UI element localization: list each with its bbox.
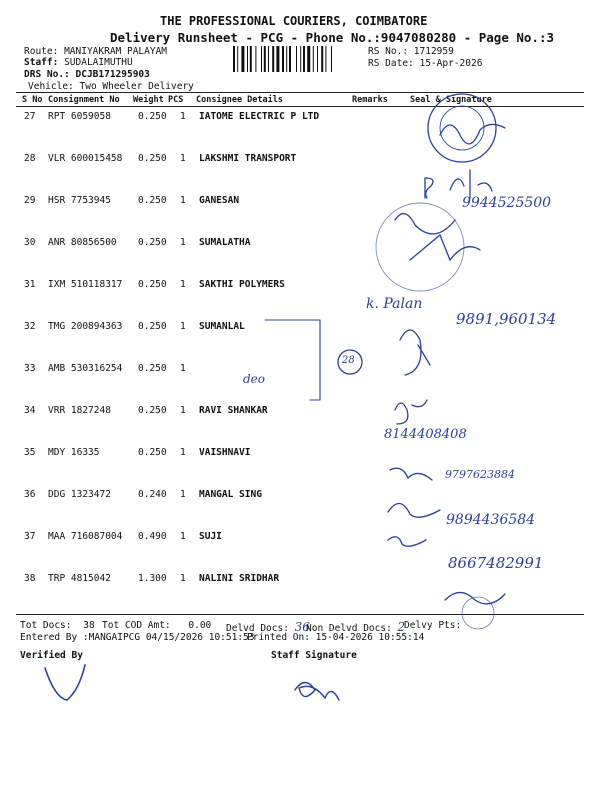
signature-row28 xyxy=(425,170,492,198)
col-pcs: PCS xyxy=(168,95,184,105)
row-consignee: SAKTHI POLYMERS xyxy=(199,279,285,290)
row-weight: 0.240 xyxy=(138,489,167,500)
runsheet-title: Delivery Runsheet - PCG - Phone No.:9047080280 - Page No.:3 xyxy=(110,30,555,45)
handwritten-name-32: k. Palan xyxy=(366,296,423,312)
row-consignment: MAA 716087004 xyxy=(48,531,123,542)
delvd-docs-value: 36 xyxy=(294,620,310,634)
staff-signature-label: Staff Signature xyxy=(271,650,357,661)
company-stamp-mid xyxy=(376,203,464,291)
row-sno: 36 xyxy=(24,489,36,500)
row-consignment: AMB 530316254 xyxy=(48,363,123,374)
row-consignment: DDG 1323472 xyxy=(48,489,111,500)
row-pcs: 1 xyxy=(180,153,186,164)
row-sno: 28 xyxy=(24,153,36,164)
row-pcs: 1 xyxy=(180,321,186,332)
signature-row30 xyxy=(410,235,480,260)
drs-label: DRS No.: xyxy=(24,69,70,80)
handwritten-phone-35: 9797623884 xyxy=(445,468,515,481)
company-title: THE PROFESSIONAL COURIERS, COIMBATORE xyxy=(160,14,428,28)
route-label: Route: xyxy=(24,46,59,57)
row-sno: 35 xyxy=(24,447,36,458)
company-stamp-top xyxy=(428,94,496,162)
printed-on: Printed On: 15-04-2026 10:55:14 xyxy=(247,632,425,643)
row-sno: 27 xyxy=(24,111,36,122)
verified-by-label: Verified By xyxy=(20,650,83,661)
bracket-row32-33 xyxy=(265,320,320,400)
row-sno: 37 xyxy=(24,531,36,542)
row-pcs: 1 xyxy=(180,111,186,122)
staff-signature-mark xyxy=(295,683,339,701)
handwritten-phone-34: 8144408408 xyxy=(384,427,467,442)
row-pcs: 1 xyxy=(180,531,186,542)
rs-no-value: 1712959 xyxy=(413,46,454,57)
row-weight: 0.250 xyxy=(138,195,167,206)
tot-cod-label: Tot COD Amt: xyxy=(102,620,171,631)
row-consignee: MANGAL SING xyxy=(199,489,262,500)
row-consignment: TMG 200894363 xyxy=(48,321,123,332)
rs-date-value: 15-Apr-2026 xyxy=(419,58,483,69)
row-consignment: HSR 7753945 xyxy=(48,195,111,206)
verified-by-mark xyxy=(45,665,85,700)
staff-label: Staff: xyxy=(24,57,59,68)
tot-cod-value: 0.00 xyxy=(188,620,212,631)
row-weight: 0.250 xyxy=(138,111,167,122)
non-delvd-label: Non Delvd Docs: xyxy=(306,623,392,634)
signature-row35 xyxy=(390,468,432,480)
signature-row32 xyxy=(400,330,430,375)
delvy-pts-label: Delvy Pts: xyxy=(404,620,462,631)
row-consignee: SUJI xyxy=(199,531,222,542)
row-weight: 0.250 xyxy=(138,237,167,248)
tot-docs-value: 38 xyxy=(83,620,95,631)
row-sno: 32 xyxy=(24,321,36,332)
row-consignee: LAKSHMI TRANSPORT xyxy=(199,153,297,164)
row-consignee: IATOME ELECTRIC P LTD xyxy=(199,111,320,122)
row-pcs: 1 xyxy=(180,573,186,584)
row-sno: 30 xyxy=(24,237,36,248)
row-sno: 34 xyxy=(24,405,36,416)
row-pcs: 1 xyxy=(180,363,186,374)
row-consignee: GANESAN xyxy=(199,195,240,206)
row-weight: 0.250 xyxy=(138,279,167,290)
row-consignee: SUMALATHA xyxy=(199,237,251,248)
row-sno: 29 xyxy=(24,195,36,206)
circled-number: 28 xyxy=(342,355,355,366)
row-consignment: ANR 80856500 xyxy=(48,237,117,248)
row-weight: 0.250 xyxy=(138,447,167,458)
signature-row29 xyxy=(395,214,455,234)
row-consignment: MDY 16335 xyxy=(48,447,100,458)
row-weight: 0.250 xyxy=(138,405,167,416)
rs-date-label: RS Date: xyxy=(368,58,414,69)
col-weight: Weight xyxy=(133,95,164,105)
handwritten-phone-36: 9894436584 xyxy=(446,512,536,528)
vehicle-value: Two Wheeler Delivery xyxy=(79,81,194,92)
signature-row36 xyxy=(388,503,440,517)
row-weight: 0.250 xyxy=(138,363,167,374)
vehicle-label: Vehicle: xyxy=(28,81,74,92)
col-sno: S No xyxy=(22,95,43,105)
row-consignment: IXM 510118317 xyxy=(48,279,123,290)
signature-row34 xyxy=(395,400,427,424)
col-consignment: Consignment No xyxy=(48,95,120,105)
row-consignee: RAVI SHANKAR xyxy=(199,405,268,416)
row-consignment: RPT 6059058 xyxy=(48,111,111,122)
row-weight: 0.250 xyxy=(138,153,167,164)
row-pcs: 1 xyxy=(180,405,186,416)
staff-value: SUDALAIMUTHU xyxy=(64,57,133,68)
row-consignee: SUMANLAL xyxy=(199,321,245,332)
row-pcs: 1 xyxy=(180,447,186,458)
route-value: MANIYAKRAM PALAYAM xyxy=(64,46,168,57)
delvd-docs-label: Delvd Docs: xyxy=(226,623,289,634)
row-pcs: 1 xyxy=(180,489,186,500)
col-remarks: Remarks xyxy=(352,95,388,105)
row-pcs: 1 xyxy=(180,237,186,248)
entered-by: Entered By :MANGAIPCG 04/15/2026 10:51:53 xyxy=(20,632,255,643)
row-sno: 33 xyxy=(24,363,36,374)
row-weight: 0.250 xyxy=(138,321,167,332)
tot-docs-label: Tot Docs: xyxy=(20,620,72,631)
drs-value: DCJB171295903 xyxy=(75,69,150,80)
row-consignee: NALINI SRIDHAR xyxy=(199,573,280,584)
row-sno: 38 xyxy=(24,573,36,584)
signature-row38 xyxy=(445,593,505,604)
row-weight: 1.300 xyxy=(138,573,167,584)
row-pcs: 1 xyxy=(180,195,186,206)
row-pcs: 1 xyxy=(180,279,186,290)
row-consignment: VRR 1827248 xyxy=(48,405,111,416)
row-consignment: TRP 4815042 xyxy=(48,573,111,584)
handwritten-phone-32: 9891,960134 xyxy=(456,310,557,328)
handwritten-phone-29: 9944525500 xyxy=(462,195,552,211)
rs-no-label: RS No.: xyxy=(368,46,409,57)
signature-row37 xyxy=(388,537,426,546)
non-delvd-value: 2 xyxy=(397,620,406,634)
col-seal-signature: Seal & Signature xyxy=(410,95,492,105)
row-consignee: VAISHNAVI xyxy=(199,447,251,458)
col-consignee: Consignee Details xyxy=(196,95,283,105)
row-weight: 0.490 xyxy=(138,531,167,542)
handwritten-mark-33: deo xyxy=(243,372,266,386)
handwritten-phone-37: 8667482991 xyxy=(448,554,544,572)
row-consignment: VLR 600015458 xyxy=(48,153,123,164)
company-stamp-top-inner xyxy=(440,106,484,150)
row-sno: 31 xyxy=(24,279,36,290)
